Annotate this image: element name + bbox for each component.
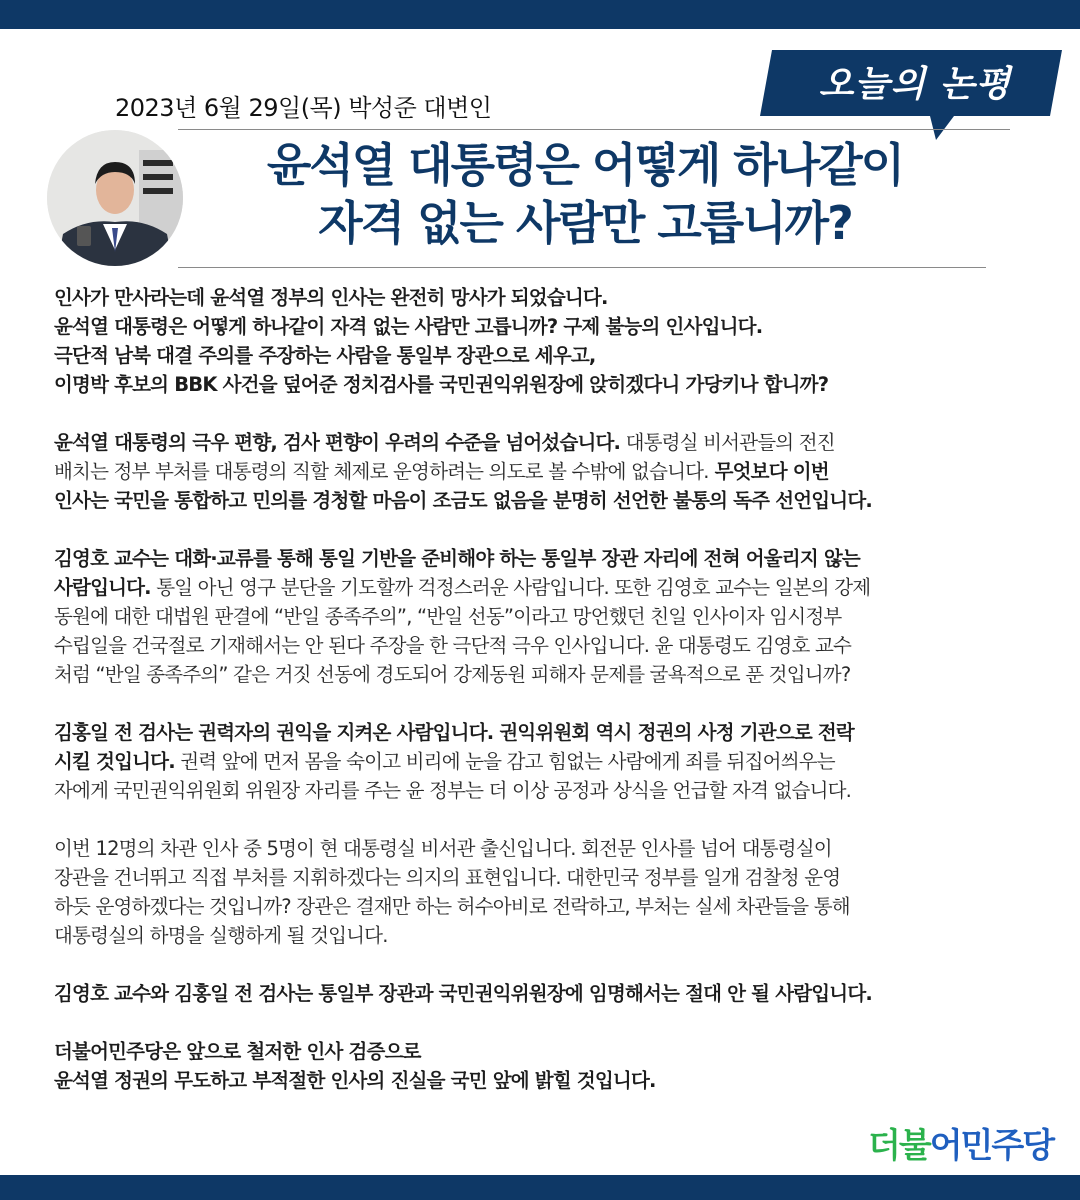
headline-line-1: 윤석열 대통령은 어떻게 하나같이 (266, 138, 904, 192)
paragraph-line: 더불어민주당은 앞으로 철저한 인사 검증으로 (54, 1040, 421, 1063)
paragraph-6 (54, 979, 1064, 1008)
democratic-party-logo (868, 1118, 1053, 1167)
paragraph-line (54, 457, 1064, 486)
bold-span: 윤석열 대통령의 극우 편향, 검사 편향이 우려의 수준을 넘어섰습니다. (54, 431, 621, 454)
avatar (47, 130, 183, 266)
headline (190, 136, 980, 252)
paragraph-line: 인사가 만사라는데 윤석열 정부의 인사는 완전히 망사가 되었습니다. (54, 286, 608, 309)
top-bar (0, 0, 1080, 29)
date-spokesperson: 2023년 6월 29일(목) 박성준 대변인 (115, 94, 492, 122)
paragraph-line: 수립일을 건국절로 기재해서는 안 된다 주장을 한 극단적 극우 인사입니다. 윤 대통령도 김영호 교수 (54, 634, 852, 657)
paragraph-line: 극단적 남북 대결 주의를 주장하는 사람을 통일부 장관으로 세우고, (54, 344, 596, 367)
paragraph-line: 이번 12명의 차관 인사 중 5명이 현 대통령실 비서관 출신입니다. 회전문 인사를 넘어 대통령실이 (54, 837, 832, 860)
paragraph-line: 장관을 건너뛰고 직접 부처를 지휘하겠다는 의지의 표현입니다. 대한민국 정부를 일개 검찰청 운영 (54, 866, 841, 889)
text-span: 권력 앞에 먼저 몸을 숙이고 비리에 눈을 감고 힘없는 사람에게 죄를 뒤집어씌우는 (174, 750, 835, 773)
speaker-photo-icon (47, 130, 183, 266)
text-span: 통일 아닌 영구 분단을 기도할까 걱정스러운 사람입니다. 또한 김영호 교수는 일본의 강제 (150, 576, 871, 599)
logo-part-green: 더불 (868, 1126, 930, 1166)
paragraph-line: 이명박 후보의 BBK 사건을 덮어준 정치검사를 국민권익위원장에 앉히겠다니 가당키나 합니까? (54, 373, 829, 396)
today-commentary-badge (760, 46, 1062, 142)
paragraph-line (54, 747, 1064, 776)
headline-line-2: 자격 없는 사람만 고릅니까? (318, 196, 852, 250)
bold-span: 시킬 것입니다. (54, 750, 175, 773)
paragraph-2 (54, 428, 1064, 515)
paragraph-line: 처럼 “반일 종족주의” 같은 거짓 선동에 경도되어 강제동원 피해자 문제를 굴욕적으로 푼 것입니까? (54, 663, 851, 686)
paragraph-line (54, 428, 1064, 457)
paragraph-line: 김홍일 전 검사는 권력자의 권익을 지켜온 사람입니다. 권익위원회 역시 정권의 사정 기관으로 전락 (54, 721, 854, 744)
paragraph-3 (54, 544, 1064, 689)
paragraph-line: 인사는 국민을 통합하고 민의를 경청할 마음이 조금도 없음을 분명히 선언한 불통의 독주 선언입니다. (54, 489, 872, 512)
text-span: 대통령실 비서관들의 전진 (620, 431, 835, 454)
paragraph-line (54, 573, 1064, 602)
divider-top (178, 129, 1010, 130)
bold-span: 무엇보다 이번 (708, 460, 829, 483)
paragraph-line: 김영호 교수는 대화·교류를 통해 통일 기반을 준비해야 하는 통일부 장관 자리에 전혀 어울리지 않는 (54, 547, 860, 570)
statement-body (54, 283, 1064, 1095)
paragraph-line: 대통령실의 하명을 실행하게 될 것입니다. (54, 924, 388, 947)
paragraph-1 (54, 283, 1064, 399)
badge-label: 오늘의 논평 (818, 64, 1012, 105)
paragraph-line: 동원에 대한 대법원 판결에 “반일 종족주의”, “반일 선동”이라고 망언했던 친일 인사이자 임시정부 (54, 605, 842, 628)
paragraph-line: 윤석열 정권의 무도하고 부적절한 인사의 진실을 국민 앞에 밝힐 것입니다. (54, 1069, 656, 1092)
paragraph-line: 하듯 운영하겠다는 것입니까? 장관은 결재만 하는 허수아비로 전락하고, 부처는 실세 차관들을 통해 (54, 895, 850, 918)
bold-span: 사람입니다. (54, 576, 151, 599)
divider-bottom (178, 267, 986, 268)
paragraph-line: 자에게 국민권익위원회 위원장 자리를 주는 윤 정부는 더 이상 공정과 상식을 언급할 자격 없습니다. (54, 779, 852, 802)
paragraph-line: 윤석열 대통령은 어떻게 하나같이 자격 없는 사람만 고릅니까? 구제 불능의 인사입니다. (54, 315, 763, 338)
bottom-bar (0, 1175, 1080, 1200)
logo-part-blue: 어민주당 (929, 1126, 1054, 1166)
paragraph-4 (54, 718, 1064, 805)
paragraph-5 (54, 834, 1064, 950)
paragraph-line: 김영호 교수와 김홍일 전 검사는 통일부 장관과 국민권익위원장에 임명해서는 절대 안 될 사람입니다. (54, 982, 872, 1005)
paragraph-7 (54, 1037, 1064, 1095)
text-span: 배치는 정부 부처를 대통령의 직할 체제로 운영하려는 의도로 볼 수밖에 없습니다. (54, 460, 709, 483)
